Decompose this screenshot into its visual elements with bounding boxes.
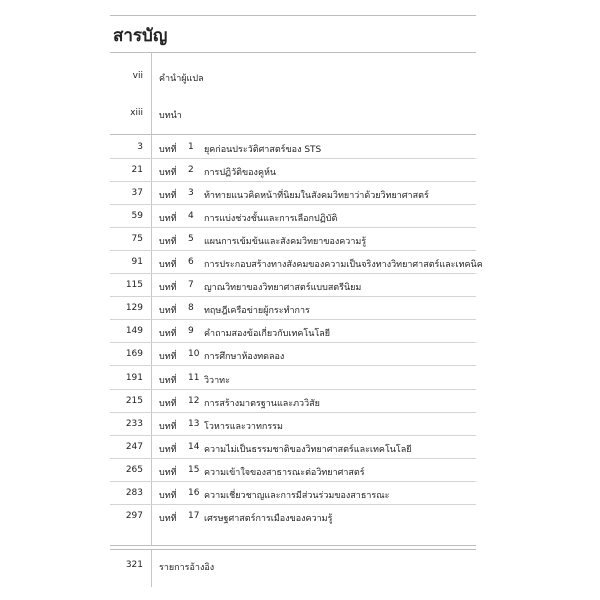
table-row [110, 182, 476, 204]
table-row [110, 482, 476, 504]
section-divider [110, 545, 476, 546]
table-row [110, 367, 476, 389]
chapter-title: ความเข้าใจของสาธารณะต่อวิทยาศาสตร์ [204, 467, 365, 478]
chapter-label: บทที่ [159, 329, 177, 340]
chapter-label: บทที่ [159, 398, 177, 409]
chapter-label: บทที่ [159, 306, 177, 317]
list-item [110, 554, 476, 576]
table-row [110, 505, 476, 527]
title-divider [110, 52, 476, 53]
table-row [110, 274, 476, 296]
page-number: 169 [125, 349, 143, 360]
page-number: 59 [131, 211, 143, 222]
page-number: 283 [125, 487, 143, 498]
chapter-label: บทที่ [159, 214, 177, 225]
chapter-label: บทที่ [159, 191, 177, 202]
page-number: 115 [125, 280, 143, 291]
chapter-number: 8 [188, 303, 194, 314]
chapter-label: บทที่ [159, 375, 177, 386]
chapter-number: 16 [188, 487, 200, 498]
chapter-number: 10 [188, 349, 200, 360]
chapter-label: บทที่ [159, 513, 177, 524]
page-number: 75 [131, 234, 143, 245]
table-row [110, 436, 476, 458]
page-number: 129 [125, 303, 143, 314]
chapter-title: ยุคก่อนประวัติศาสตร์ของ STS [204, 145, 322, 155]
section-divider [110, 134, 476, 135]
chapter-title: การประกอบสร้างทางสังคมของความเป็นจริงทางวิทยาศาสตร์และเทคนิค [204, 260, 483, 271]
page-number: 247 [125, 441, 143, 452]
table-row [110, 297, 476, 319]
table-row [110, 136, 476, 158]
chapter-label: บทที่ [159, 168, 177, 179]
page-title: สารบัญ [113, 26, 168, 46]
chapter-title: การปฏิวัติของคูห์น [204, 168, 277, 179]
chapter-number: 7 [188, 280, 194, 291]
page-number: 3 [137, 142, 143, 152]
table-row [110, 459, 476, 481]
chapter-number: 15 [188, 464, 200, 475]
chapter-title: วิวาทะ [204, 375, 230, 386]
chapter-number: 14 [188, 441, 200, 452]
page-number: 297 [125, 510, 143, 521]
chapter-label: บทที่ [159, 352, 177, 363]
chapter-number: 6 [188, 257, 194, 268]
chapter-title: ความไม่เป็นธรรมชาติของวิทยาศาสตร์และเทคโนโลยี [204, 444, 412, 455]
chapter-number: 5 [188, 234, 194, 245]
chapter-number: 13 [188, 418, 200, 429]
chapter-label: บทที่ [159, 444, 177, 455]
chapter-number: 11 [188, 372, 200, 383]
table-row [110, 343, 476, 365]
page-number: 191 [125, 372, 143, 383]
page-number: 21 [131, 165, 143, 176]
entry-title: คำนำผู้แปล [159, 74, 204, 84]
table-row [110, 413, 476, 435]
page-number: 37 [131, 188, 143, 199]
top-divider [110, 15, 476, 16]
chapter-number: 1 [188, 142, 194, 152]
table-row [110, 228, 476, 250]
table-row [110, 251, 483, 273]
page-number: 149 [125, 326, 143, 337]
chapter-title: เศรษฐศาสตร์การเมืองของความรู้ [204, 513, 333, 524]
chapter-number: 4 [188, 211, 194, 222]
chapter-label: บทที่ [159, 467, 177, 478]
chapter-number: 2 [188, 165, 194, 176]
table-row [110, 205, 476, 227]
list-item [110, 65, 476, 87]
chapter-title: คำถามสองข้อเกี่ยวกับเทคโนโลยี [204, 329, 331, 340]
chapter-label: บทที่ [159, 283, 177, 294]
chapter-number: 9 [188, 326, 194, 337]
list-item [110, 102, 476, 124]
chapter-label: บทที่ [159, 421, 177, 432]
chapter-number: 12 [188, 395, 200, 406]
chapter-title: แผนการเข้มข้นและสังคมวิทยาของความรู้ [204, 237, 367, 248]
chapter-title: ความเชี่ยวชาญและการมีส่วนร่วมของสาธารณะ [204, 490, 390, 501]
chapter-label: บทที่ [159, 260, 177, 271]
entry-title: บทนำ [159, 111, 182, 121]
chapter-number: 17 [188, 510, 200, 521]
page-number: 265 [125, 464, 143, 475]
chapter-label: บทที่ [159, 237, 177, 248]
entry-title: รายการอ้างอิง [159, 563, 215, 573]
chapter-title: ญาณวิทยาของวิทยาศาสตร์แบบสตรีนิยม [204, 283, 362, 294]
chapter-title: ทฤษฎีเครือข่ายผู้กระทำการ [204, 306, 310, 317]
chapter-number: 3 [188, 188, 194, 199]
chapter-title: การสร้างมาตรฐานและภววิสัย [204, 398, 320, 409]
chapter-label: บทที่ [159, 145, 177, 155]
page-number: 233 [125, 418, 143, 429]
section-divider [110, 549, 476, 550]
chapter-title: ท้าทายแนวคิดหน้าที่นิยมในสังคมวิทยาว่าด้วยวิทยาศาสตร์ [204, 191, 429, 202]
table-row [110, 320, 476, 342]
chapter-title: การศึกษาห้องทดลอง [204, 352, 285, 363]
table-row [110, 159, 476, 181]
page-number: 215 [125, 395, 143, 406]
page-number: 91 [131, 257, 143, 268]
table-row [110, 390, 476, 412]
chapter-title: โวหารและวาทกรรม [204, 421, 283, 432]
page-number: xiii [130, 108, 143, 118]
chapter-label: บทที่ [159, 490, 177, 501]
page-number: 321 [125, 560, 143, 570]
table-of-contents [110, 15, 483, 587]
chapter-title: การแบ่งช่วงชั้นและการเลือกปฏิบัติ [204, 214, 338, 225]
page-number: vii [132, 71, 143, 81]
